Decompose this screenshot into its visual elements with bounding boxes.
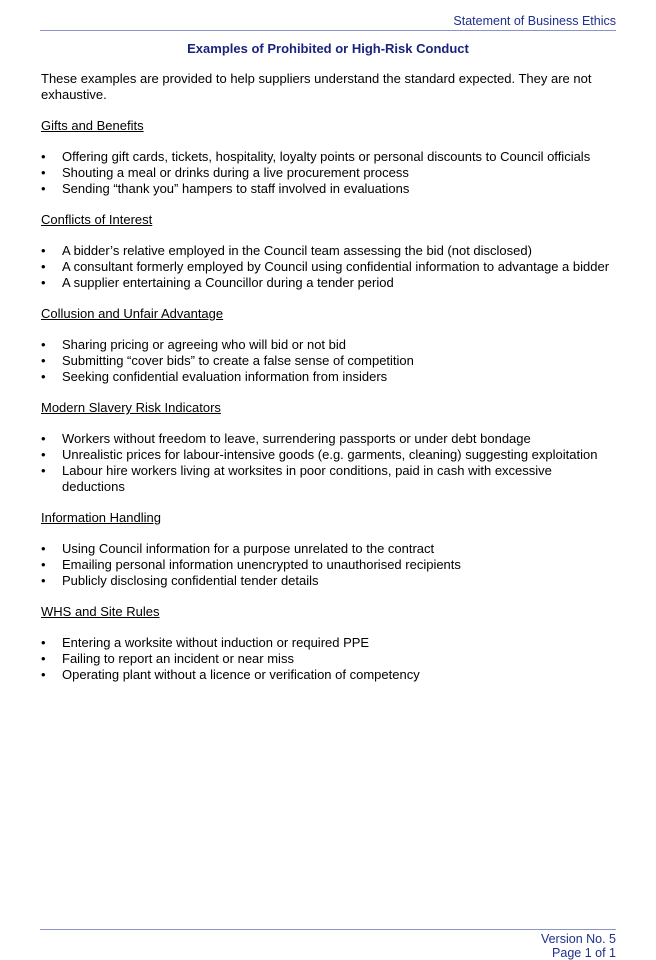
document-body <box>41 71 616 698</box>
section-title: WHS and Site Rules <box>41 604 160 619</box>
section-title: Gifts and Benefits <box>41 118 144 133</box>
list-item <box>41 431 616 447</box>
list-item-text: A supplier entertaining a Councillor during a tender period <box>62 275 394 290</box>
list-item <box>41 259 616 275</box>
section <box>41 400 616 495</box>
intro-paragraph: These examples are provided to help suppliers understand the standard expected. They are not exhaustive. <box>41 71 592 102</box>
list-item <box>41 243 616 259</box>
section <box>41 604 616 683</box>
section <box>41 306 616 385</box>
bullet-icon: • <box>41 541 46 556</box>
bullet-list <box>41 337 616 385</box>
section <box>41 510 616 589</box>
running-header-title: Statement of Business Ethics <box>453 14 616 28</box>
list-item-text: Operating plant without a licence or verification of competency <box>62 667 420 682</box>
bullet-icon: • <box>41 337 46 352</box>
list-item <box>41 353 616 369</box>
bullet-icon: • <box>41 369 46 384</box>
bullet-icon: • <box>41 667 46 682</box>
header-divider <box>40 30 616 31</box>
list-item-text: Offering gift cards, tickets, hospitality, loyalty points or personal discounts to Council officials <box>62 149 591 164</box>
section-title: Conflicts of Interest <box>41 212 153 227</box>
list-item-text: Workers without freedom to leave, surrendering passports or under debt bondage <box>62 431 531 446</box>
list-item-text: A bidder’s relative employed in the Council team assessing the bid (not disclosed) <box>62 243 532 258</box>
bullet-icon: • <box>41 447 46 462</box>
bullet-icon: • <box>41 431 46 446</box>
bullet-icon: • <box>41 259 46 274</box>
bullet-list <box>41 149 616 197</box>
list-item <box>41 651 616 667</box>
section <box>41 118 616 197</box>
page-number: Page 1 of 1 <box>552 946 616 960</box>
bullet-icon: • <box>41 181 46 196</box>
list-item-text: Shouting a meal or drinks during a live procurement process <box>62 165 409 180</box>
section-title: Collusion and Unfair Advantage <box>41 306 224 321</box>
bullet-icon: • <box>41 243 46 258</box>
list-item-text: Entering a worksite without induction or required PPE <box>62 635 370 650</box>
list-item-text: A consultant formerly employed by Council using confidential information to advantage a bidder <box>62 259 610 274</box>
bullet-list <box>41 635 616 683</box>
section <box>41 212 616 291</box>
page-heading: Examples of Prohibited or High-Risk Conduct <box>187 41 469 56</box>
version-number: Version No. 5 <box>540 932 616 946</box>
list-item-text: Publicly disclosing confidential tender details <box>62 573 319 588</box>
bullet-icon: • <box>41 463 46 478</box>
list-item-text: Unrealistic prices for labour-intensive goods (e.g. garments, cleaning) suggesting exploitation <box>62 447 598 462</box>
list-item <box>41 149 616 165</box>
list-item <box>41 369 616 385</box>
list-item <box>41 573 616 589</box>
list-item-text: Labour hire workers living at worksites in poor conditions, paid in cash with excessive deductions <box>62 463 552 494</box>
list-item <box>41 275 616 291</box>
list-item <box>41 337 616 353</box>
section-title: Modern Slavery Risk Indicators <box>41 400 221 415</box>
bullet-icon: • <box>41 573 46 588</box>
list-item <box>41 667 616 683</box>
list-item <box>41 165 616 181</box>
list-item-text: Seeking confidential evaluation information from insiders <box>62 369 388 384</box>
list-item-text: Sharing pricing or agreeing who will bid or not bid <box>62 337 346 352</box>
bullet-icon: • <box>41 275 46 290</box>
bullet-list <box>41 541 616 589</box>
list-item-text: Using Council information for a purpose unrelated to the contract <box>62 541 435 556</box>
list-item <box>41 635 616 651</box>
section-title: Information Handling <box>41 510 161 525</box>
list-item-text: Submitting “cover bids” to create a false sense of competition <box>62 353 414 368</box>
bullet-icon: • <box>41 353 46 368</box>
bullet-icon: • <box>41 557 46 572</box>
bullet-icon: • <box>41 165 46 180</box>
list-item <box>41 541 616 557</box>
sections-container <box>41 118 616 683</box>
footer-divider <box>40 929 616 930</box>
list-item <box>41 557 616 573</box>
list-item-text: Failing to report an incident or near miss <box>62 651 294 666</box>
bullet-list <box>41 243 616 291</box>
list-item-text: Emailing personal information unencrypted to unauthorised recipients <box>62 557 461 572</box>
list-item <box>41 447 616 463</box>
list-item-text: Sending “thank you” hampers to staff involved in evaluations <box>62 181 410 196</box>
bullet-list <box>41 431 616 495</box>
list-item <box>41 181 616 197</box>
list-item <box>41 463 616 495</box>
bullet-icon: • <box>41 635 46 650</box>
bullet-icon: • <box>41 149 46 164</box>
bullet-icon: • <box>41 651 46 666</box>
